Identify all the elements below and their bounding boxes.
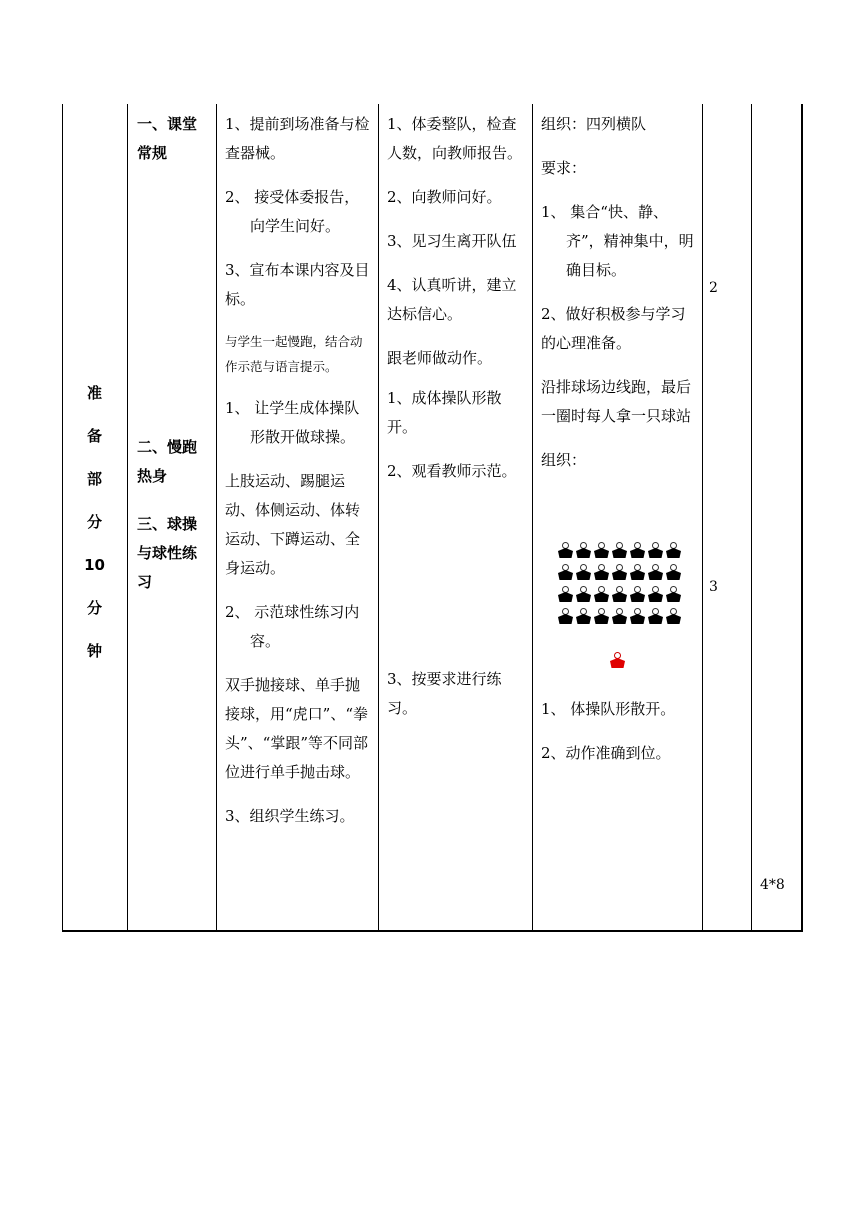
content-line: 三、球操 — [137, 515, 198, 533]
student-marker-icon — [648, 586, 663, 603]
content-part-2 — [137, 433, 213, 491]
content-line: 二、慢跑 — [137, 438, 198, 456]
teacher-item: 1、提前到场准备与检查器械。 — [225, 115, 370, 162]
student-item: 3、见习生离开队伍 — [387, 232, 517, 250]
student-item: 2、观看教师示范。 — [387, 462, 517, 480]
organization-item: 组织：四列横队 — [541, 115, 647, 133]
content-line: 常规 — [137, 144, 168, 162]
student-marker-icon — [558, 586, 573, 603]
organization-notes-2 — [541, 695, 699, 783]
student-marker-icon — [594, 586, 609, 603]
student-item: 4、认真听讲，建立达标信心。 — [387, 276, 517, 323]
teacher-item: 2、 接受体委报告，向学生问好。 — [225, 188, 360, 235]
formation-diagram — [558, 542, 688, 630]
student-marker-icon — [666, 586, 681, 603]
count-value: 4*8 — [760, 877, 785, 893]
teacher-item: 3、宣布本课内容及目 标。 — [225, 261, 370, 308]
content-line: 热身 — [137, 467, 168, 485]
formation-row — [558, 564, 688, 581]
teacher-marker-icon — [610, 652, 625, 669]
teacher-item: 1、 让学生成体操队形散开做球操。 — [225, 399, 360, 446]
teacher-item: 3、组织学生练习。 — [225, 807, 355, 825]
formation-row — [558, 608, 688, 625]
student-marker-icon — [594, 564, 609, 581]
organization-item: 沿排球场边线跑，最后一圈时每人拿一只球站 — [541, 378, 692, 425]
student-marker-icon — [612, 586, 627, 603]
student-item: 2、向教师问好。 — [387, 188, 502, 206]
student-marker-icon — [666, 564, 681, 581]
student-item: 跟老师做动作。 — [387, 349, 493, 367]
student-item: 1、成体操队形散开。 — [387, 389, 502, 436]
column-divider — [532, 104, 533, 932]
content-part-3 — [137, 510, 213, 597]
section-char: 分 — [86, 513, 102, 531]
student-marker-icon — [594, 542, 609, 559]
student-marker-icon — [576, 586, 591, 603]
student-marker-icon — [666, 608, 681, 625]
content-line: 一、课堂 — [137, 115, 198, 133]
column-divider — [378, 104, 379, 932]
teacher-activities — [225, 110, 373, 846]
section-char: 钟 — [86, 642, 102, 660]
column-divider — [801, 104, 803, 932]
student-marker-icon — [648, 542, 663, 559]
student-item: 1、体委整队，检查人数，向教师报告。 — [387, 115, 523, 162]
student-item: 3、按要求进行练习。 — [387, 670, 502, 717]
section-char: 部 — [86, 470, 102, 488]
student-marker-icon — [630, 586, 645, 603]
content-part-1 — [137, 110, 213, 168]
student-marker-icon — [612, 542, 627, 559]
organization-notes — [541, 110, 699, 490]
section-char: 10 — [84, 556, 105, 574]
student-marker-icon — [612, 564, 627, 581]
student-activities-2 — [387, 665, 529, 738]
organization-item: 要求： — [541, 159, 587, 177]
content-line: 习 — [137, 573, 153, 591]
student-marker-icon — [648, 608, 663, 625]
student-marker-icon — [558, 542, 573, 559]
section-label — [62, 372, 127, 673]
student-marker-icon — [558, 564, 573, 581]
organization-item: 组织： — [541, 451, 587, 469]
column-divider — [751, 104, 752, 932]
organization-item: 2、动作准确到位。 — [541, 744, 671, 762]
student-marker-icon — [666, 542, 681, 559]
teacher-item: 双手抛接球、单手抛接球，用“虎口”、“拳头”、“掌跟”等不同部位进行单手抛击球。 — [225, 676, 369, 781]
student-marker-icon — [612, 608, 627, 625]
section-char: 分 — [86, 599, 102, 617]
organization-item: 2、做好积极参与学习的心理准备。 — [541, 305, 686, 352]
student-marker-icon — [558, 608, 573, 625]
time-value: 2 — [709, 280, 718, 296]
column-divider — [216, 104, 217, 932]
student-activities — [387, 110, 529, 501]
formation-row — [558, 586, 688, 603]
student-marker-icon — [648, 564, 663, 581]
student-marker-icon — [630, 542, 645, 559]
organization-item: 1、 集合“快、静、齐”，精神集中，明确目标。 — [541, 203, 694, 279]
student-marker-icon — [576, 542, 591, 559]
formation-row — [558, 542, 688, 559]
student-marker-icon — [630, 564, 645, 581]
organization-item: 1、 体操队形散开。 — [541, 700, 676, 718]
student-marker-icon — [576, 564, 591, 581]
teacher-item: 2、 示范球性练习内容。 — [225, 603, 360, 650]
column-divider — [702, 104, 703, 932]
time-value: 3 — [709, 579, 718, 595]
section-char: 准 — [86, 384, 102, 402]
content-line: 与球性练 — [137, 544, 198, 562]
column-divider — [127, 104, 128, 932]
teacher-item: 上肢运动、踢腿运动、体侧运动、体转运动、下蹲运动、全身运动。 — [225, 472, 361, 577]
teacher-item: 与学生一起慢跑，结合动作示范与语言提示。 — [225, 334, 363, 374]
student-marker-icon — [630, 608, 645, 625]
section-char: 备 — [86, 427, 102, 445]
student-marker-icon — [576, 608, 591, 625]
student-marker-icon — [594, 608, 609, 625]
